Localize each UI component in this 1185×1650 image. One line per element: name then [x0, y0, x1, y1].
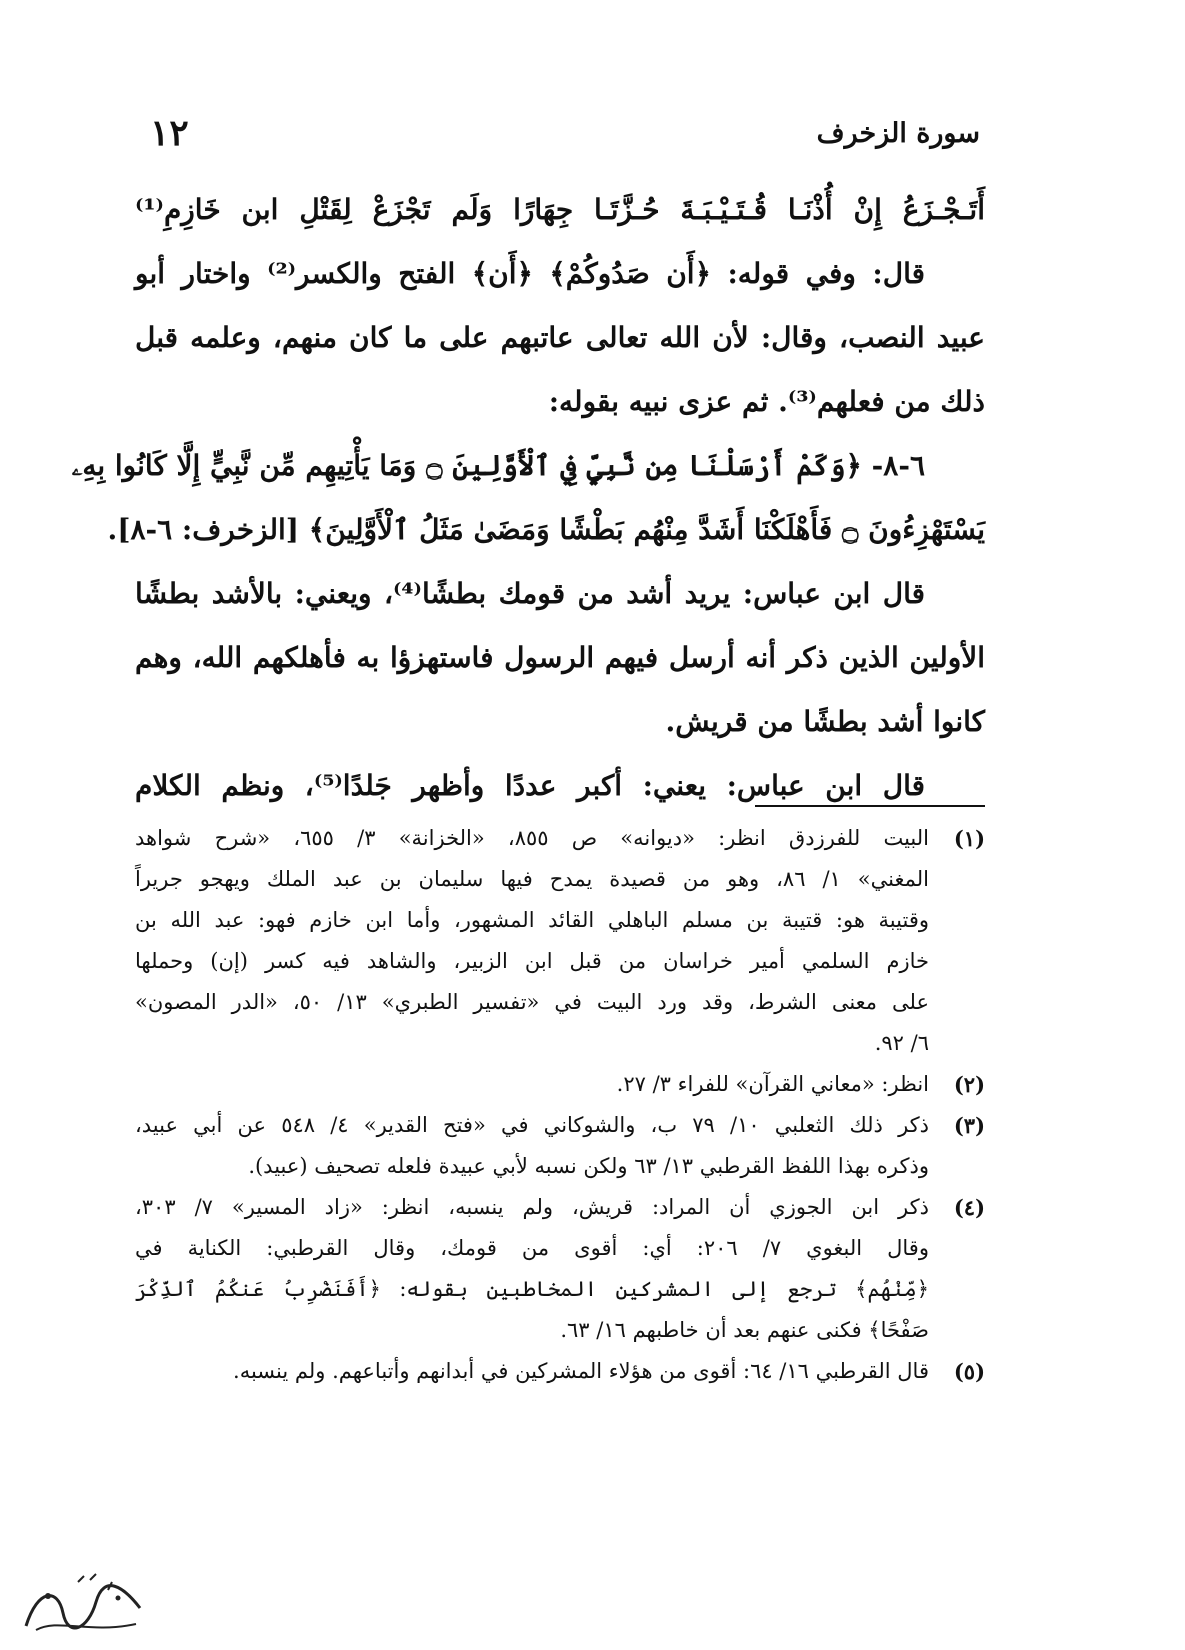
footnote-number: (٥) [953, 1359, 985, 1384]
footnote-line: ﴿مِّنْهُم﴾ ترجع إلى المشركين المخاطبين بقوله: ﴿أَفَنَضْرِبُ عَنكُمُ ٱلذِّكْرَ [135, 1277, 929, 1301]
footnote-line: البيت للفرزدق انظر: «ديوانه» ص ٨٥٥، «الخزانة» ٣/ ٦٥٥، «شرح شواهد [135, 826, 929, 850]
footnote-line: المغني» ١/ ٨٦، وهو من قصيدة يمدح فيها سليمان بن عبد الملك ويهجو جريراً [135, 867, 929, 891]
text-line: ذلك من فعلهم⁽³⁾. ثم عزى نبيه بقوله: [548, 385, 985, 418]
verse-line: أَتَـجْـزَعُ إِنْ أُذْنَـا قُـتَـيْـبَـةَ حُـزَّتَـا جِهَارًا وَلَم تَجْزَعْ لِقَتْلِ ابن خَازِمِ⁽¹⁾ [135, 193, 985, 226]
footnote-line: على معنى الشرط، وقد ورد البيت في «تفسير الطبري» ١٣/ ٥٠، «الدر المصون» [135, 990, 929, 1014]
text-line: قال ابن عباس: يعني: أكبر عددًا وأظهر جَلدًا⁽⁵⁾، ونظم الكلام [135, 769, 925, 802]
publisher-logo [18, 1568, 148, 1640]
footnote-line: وذكره بهذا اللفظ القرطبي ١٣/ ٦٣ ولكن نسبه لأبي عبيدة فلعله تصحيف (عبيد). [248, 1154, 929, 1178]
text-line: قال ابن عباس: يريد أشد من قومك بطشًا⁽⁴⁾، ويعني: بالأشد بطشًا [135, 577, 926, 610]
quran-line: يَسْتَهْزِءُونَ ۝ فَأَهْلَكْنَا أَشَدَّ مِنْهُم بَطْشًا وَمَضَىٰ مَثَلُ ٱلْأَوَّلِينَ﴾ [الزخرف: ٦-٨]. [107, 513, 985, 546]
footnote [135, 1187, 985, 1351]
surah-title: سورة الزخرف [816, 118, 980, 149]
main-text [71, 178, 985, 818]
footnote-separator [755, 805, 985, 807]
footnote-line: ذكر ابن الجوزي أن المراد: قريش، ولم ينسبه، انظر: «زاد المسير» ٧/ ٣٠٣، [135, 1195, 929, 1219]
text-line: عبيد النصب، وقال: لأن الله تعالى عاتبهم على ما كان منهم، وعلمه قبل [135, 321, 985, 354]
footnote-line: خازم السلمي أمير خراسان من قبل ابن الزبير، والشاهد فيه كسر (إن) وحملها [135, 949, 929, 973]
text-line: الأولين الذين ذكر أنه أرسل فيهم الرسول فاستهزؤا به فأهلكهم الله، وهم [135, 641, 985, 674]
footnote [135, 1064, 985, 1105]
text-line: كانوا أشد بطشًا من قريش. [665, 705, 985, 738]
footnote-line: وقال البغوي ٧/ ٢٠٦: أي: أقوى من قومك، وقال القرطبي: الكناية في [135, 1236, 929, 1260]
footnote-line: ذكر ذلك الثعلبي ١٠/ ٧٩ ب، والشوكاني في «فتح القدير» ٤/ ٥٤٨ عن أبي عبيد، [135, 1113, 930, 1137]
footnote-number: (١) [953, 826, 985, 851]
footnote [135, 1105, 985, 1187]
footnote [135, 818, 985, 1064]
footnote-line: قال القرطبي ١٦/ ٦٤: أقوى من هؤلاء المشركين في أبدانهم وأتباعهم. ولم ينسبه. [233, 1359, 929, 1383]
quran-line: ٦-٨- ﴿وَكَمْ أَرْسَلْنَا مِن نَّبِيٍّ فِي ٱلْأَوَّلِينَ ۝ وَمَا يَأْتِيهِم مِّن نَّبِيٍّ إِلَّا كَانُوا بِهِۦ [71, 449, 925, 482]
footnote-line: صَفْحًا﴾ فكنى عنهم بعد أن خاطبهم ١٦/ ٦٣. [560, 1318, 929, 1342]
footnote-number: (٤) [953, 1195, 985, 1220]
footnotes [135, 818, 985, 1392]
footnote [135, 1351, 985, 1392]
footnote-number: (٢) [953, 1072, 985, 1097]
footnote-line: وقتيبة هو: قتيبة بن مسلم الباهلي القائد المشهور، وأما ابن خازم فهو: عبد الله بن [135, 908, 929, 932]
footnote-line: ٦/ ٩٢. [874, 1031, 929, 1055]
text-line: قال: وفي قوله: ﴿أَن صَدُوكُمْ﴾ ﴿أَن﴾ الفتح والكسر⁽²⁾ واختار أبو [135, 257, 925, 290]
page-header [150, 110, 980, 160]
footnote-line: انظر: «معاني القرآن» للفراء ٣/ ٢٧. [616, 1072, 929, 1096]
footnote-number: (٣) [953, 1113, 985, 1138]
page-number: ١٢ [150, 112, 189, 154]
